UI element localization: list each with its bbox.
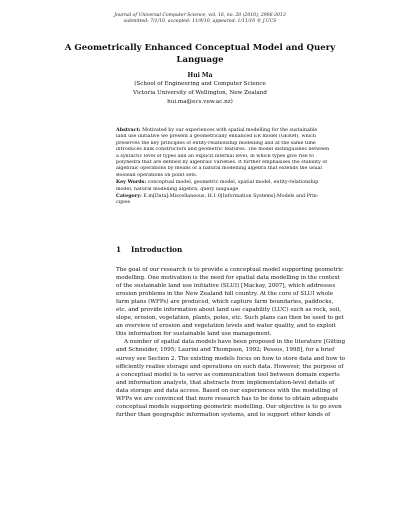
paragraph-line: data storage and data access. Based on our experiences with the modelling of	[116, 387, 338, 394]
body-text	[116, 266, 388, 419]
journal-citation: Journal of Universal Computer Science, vol. 16, no. 20 (2010), 2906-3013	[114, 13, 286, 18]
category-text: ciples	[116, 200, 131, 206]
paragraph-line: modelling. One motivation is the need for spatial data modelling in the context	[116, 275, 340, 282]
author-email: hui.ma@ecs.vuw.ac.nz)	[167, 99, 233, 105]
title-line: A Geometrically Enhanced Conceptual Model and Query	[64, 43, 336, 53]
category-label: Category:	[116, 193, 142, 200]
category-text: E.m[Data]:Miscellaneous, H.1.0[Information Systems]:Models and Prin-	[141, 194, 319, 200]
author-affiliation: (School of Engineering and Computer Science	[134, 81, 266, 87]
paragraph-line: farm plans (WFPs) are produced, which capture farm boundaries, paddocks,	[116, 299, 334, 306]
paragraph-line: efficiently realise storage and operations on such data. However, the purpose of	[116, 363, 344, 370]
paragraph-line: The goal of our research is to provide a conceptual model supporting geometric	[116, 267, 344, 273]
keywords-text: model, natural modelling algebra, query language	[116, 186, 239, 192]
paragraph-line: an overview of erosion and vegetation levels and water quality, and to exploit	[116, 323, 336, 330]
abstract-text: land use initiative we present a geometrically enhanced ER model (GERM), which	[116, 134, 316, 140]
paragraph-line: of the sustainable land use initiative (SLUI) [Mackay, 2007], which addresses	[116, 283, 336, 290]
title-line: Language	[176, 55, 224, 65]
paper-title	[60, 42, 340, 66]
paragraph-line: conceptual models supporting geometric modelling. Our objective is to go even	[116, 403, 342, 410]
abstract-text: a syntactic level of types and an explicit internal level, in which types give rise to	[116, 153, 314, 159]
abstract-text: preserves the key principles of entity-relationship modelling and at the same time	[116, 140, 316, 146]
paragraph-line: this information for sustainable land use management.	[116, 331, 272, 338]
author-affiliation: Victoria University of Wellington, New Zealand	[133, 90, 267, 96]
abstract	[116, 127, 386, 207]
paragraph-line: erosion problems in the New Zealand hill country. At the core of SLUI whole	[116, 291, 334, 298]
paragraph-line: survey see Section 2. The existing models focus on how to store data and how to	[116, 355, 346, 362]
paragraph-line: A number of spatial data models have been proposed in the literature [Güting	[124, 339, 346, 346]
section-number: 1	[116, 245, 122, 254]
paragraph-line: and information analysts, that abstracts from implementation-level details of	[116, 379, 335, 386]
author-block	[0, 71, 400, 107]
paragraph-line: further than geographic information systems, and to support other kinds of	[116, 411, 331, 418]
abstract-text: Boolean operations on point sets.	[116, 172, 198, 178]
abstract-text: introduces bulk constructors and geometric features. The model distinguishes between	[116, 147, 330, 153]
author-name: Hui Ma	[187, 72, 213, 79]
paragraph-line: a conceptual model is to serve as communication tool between domain experts	[116, 371, 340, 378]
abstract-text: polyhedra that are defined by algebraic varieties. It further emphasises the stability of	[116, 160, 327, 166]
paragraph-line: WFPs we are convinced that more research has to be done to obtain adequate	[116, 395, 339, 402]
abstract-text: algebraic operations by means of a natural modelling algebra that extends the usual	[116, 166, 322, 172]
paragraph-line: and Schneider, 1995; Laurini and Thompson, 1992; Pessos, 1998], for a brief	[116, 347, 335, 354]
paragraph-line: etc. and provide information about land use capability (LUC) such as rock, soil,	[116, 307, 342, 314]
abstract-label: Abstract:	[116, 127, 141, 133]
paragraph-line: slope, erosion, vegetation, plants, poles, etc. Such plans can then be used to get	[116, 315, 344, 322]
keywords-label: Key Words:	[116, 179, 147, 186]
abstract-text: Motivated by our experiences with spatial modelling for the sustainable	[140, 128, 318, 133]
section-title: Introduction	[131, 245, 183, 254]
section-heading	[116, 245, 182, 254]
journal-dates: submitted: 7/1/10, accepted: 11/9/10, appeared: 1/11/10 © J.UCS	[123, 19, 277, 24]
journal-header	[0, 13, 400, 25]
keywords-text: conceptual model, geometric model, spatial model, entity-relationship	[146, 180, 319, 186]
